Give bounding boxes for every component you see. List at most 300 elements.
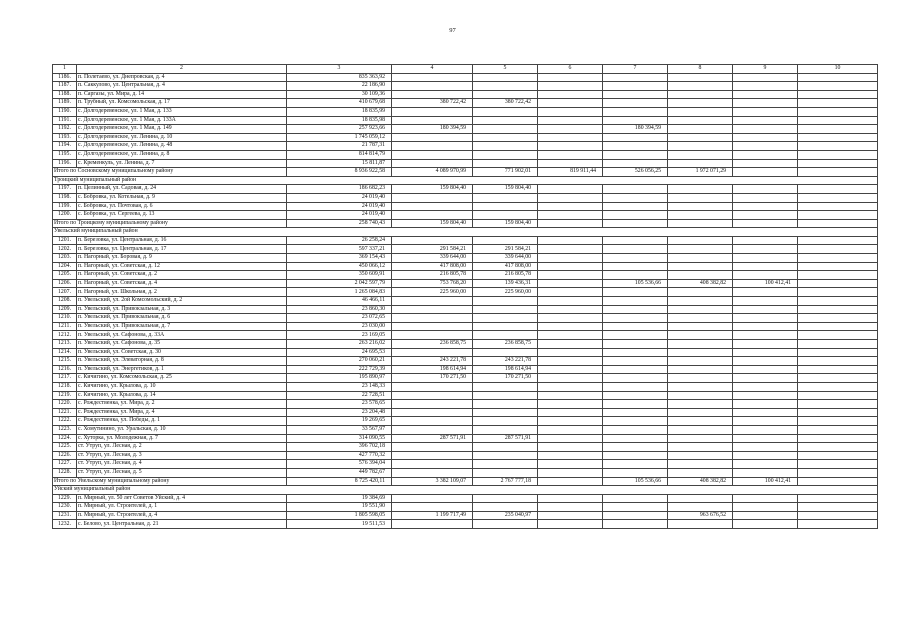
- amount-cell: [798, 305, 878, 314]
- amount-cell: [392, 150, 473, 159]
- amount-cell: [603, 443, 668, 452]
- amount-cell: [798, 262, 878, 271]
- amount-cell: [603, 73, 668, 82]
- amount-cell: [603, 262, 668, 271]
- amount-cell: [668, 193, 733, 202]
- address-cell: п. Увельский, ул. Сафонова, д. 33А: [77, 331, 287, 340]
- total-cell: 159 804,40: [392, 219, 473, 228]
- amount-cell: [538, 73, 603, 82]
- amount-cell: [798, 434, 878, 443]
- table-row: [53, 193, 878, 202]
- amount-cell: [473, 443, 538, 452]
- amount-cell: [668, 494, 733, 503]
- amount-cell: [392, 460, 473, 469]
- row-number: 1221.: [53, 408, 77, 417]
- address-cell: п. Увельский, ул. Сафонова, д. 35: [77, 340, 287, 349]
- amount-cell: [473, 494, 538, 503]
- amount-cell: 350 609,91: [287, 271, 392, 280]
- address-cell: п. Мирный, ул. 50 лет Советов Уйский, д. 4: [77, 494, 287, 503]
- amount-cell: [392, 520, 473, 529]
- row-number: 1223.: [53, 425, 77, 434]
- amount-cell: [538, 408, 603, 417]
- amount-cell: [603, 434, 668, 443]
- amount-cell: 380 722,42: [392, 99, 473, 108]
- address-cell: с. Бобровка, ул. Почтовая, д. 6: [77, 202, 287, 211]
- total-cell: 3 382 109,07: [392, 477, 473, 486]
- amount-cell: 24 019,40: [287, 211, 392, 220]
- amount-cell: 33 567,97: [287, 425, 392, 434]
- row-number: 1226.: [53, 451, 77, 460]
- amount-cell: [668, 236, 733, 245]
- amount-cell: [538, 193, 603, 202]
- table-row: [53, 417, 878, 426]
- address-cell: п. Нагорный, ул. Школьная, д. 2: [77, 288, 287, 297]
- amount-cell: 263 216,02: [287, 340, 392, 349]
- amount-cell: [392, 382, 473, 391]
- row-number: 1200.: [53, 211, 77, 220]
- total-label: Итого по Троицкому муниципальному району: [53, 219, 287, 228]
- amount-cell: [392, 107, 473, 116]
- table-row: [53, 348, 878, 357]
- amount-cell: 23 030,00: [287, 322, 392, 331]
- amount-cell: [733, 408, 798, 417]
- amount-cell: [538, 236, 603, 245]
- table-row: [53, 460, 878, 469]
- amount-cell: [668, 107, 733, 116]
- amount-cell: [538, 116, 603, 125]
- amount-cell: 225 960,00: [473, 288, 538, 297]
- amount-cell: [733, 340, 798, 349]
- amount-cell: [603, 185, 668, 194]
- amount-cell: 180 394,59: [392, 125, 473, 134]
- amount-cell: [473, 408, 538, 417]
- amount-cell: 2 042 597,79: [287, 279, 392, 288]
- amount-cell: [668, 90, 733, 99]
- amount-cell: [798, 133, 878, 142]
- total-cell: [798, 168, 878, 177]
- amount-cell: [798, 185, 878, 194]
- amount-cell: [603, 116, 668, 125]
- amount-cell: [668, 125, 733, 134]
- amount-cell: [603, 297, 668, 306]
- total-cell: [538, 477, 603, 486]
- table-row: [53, 133, 878, 142]
- amount-cell: [603, 107, 668, 116]
- section-title: Увельский муниципальный район: [53, 228, 878, 237]
- address-cell: ст. Утруп, ул. Лесная, д. 3: [77, 451, 287, 460]
- total-cell: 408 382,82: [668, 477, 733, 486]
- row-number: 1214.: [53, 348, 77, 357]
- amount-cell: 417 808,00: [473, 262, 538, 271]
- amount-cell: [798, 202, 878, 211]
- table-row: [53, 116, 878, 125]
- row-number: 1217.: [53, 374, 77, 383]
- amount-cell: 22 728,51: [287, 391, 392, 400]
- table-row: [53, 391, 878, 400]
- total-cell: [733, 219, 798, 228]
- table-row: [53, 305, 878, 314]
- row-number: 1228.: [53, 468, 77, 477]
- amount-cell: [603, 245, 668, 254]
- amount-cell: [603, 322, 668, 331]
- amount-cell: [538, 391, 603, 400]
- table-row: [53, 90, 878, 99]
- amount-cell: [538, 382, 603, 391]
- row-number: 1212.: [53, 331, 77, 340]
- amount-cell: [603, 142, 668, 151]
- amount-cell: [473, 159, 538, 168]
- address-cell: с. Долгодеревенское, ул. 1 Мая, д. 133А: [77, 116, 287, 125]
- amount-cell: [392, 142, 473, 151]
- amount-cell: [668, 73, 733, 82]
- table-row: [53, 374, 878, 383]
- amount-cell: [603, 193, 668, 202]
- amount-cell: [603, 82, 668, 91]
- amount-cell: [473, 236, 538, 245]
- amount-cell: [733, 185, 798, 194]
- amount-cell: [798, 357, 878, 366]
- amount-cell: [603, 468, 668, 477]
- amount-cell: [603, 357, 668, 366]
- amount-cell: 450 066,12: [287, 262, 392, 271]
- amount-cell: [392, 314, 473, 323]
- row-number: 1220.: [53, 400, 77, 409]
- amount-cell: [473, 520, 538, 529]
- amount-cell: [733, 520, 798, 529]
- amount-cell: 314 090,55: [287, 434, 392, 443]
- amount-cell: 216 805,78: [392, 271, 473, 280]
- amount-cell: 576 394,04: [287, 460, 392, 469]
- amount-cell: [733, 297, 798, 306]
- amount-cell: 24 695,53: [287, 348, 392, 357]
- amount-cell: [603, 236, 668, 245]
- amount-cell: [733, 202, 798, 211]
- address-cell: ст. Утруп, ул. Лесная, д. 4: [77, 460, 287, 469]
- row-number: 1230.: [53, 503, 77, 512]
- amount-cell: 139 436,31: [473, 279, 538, 288]
- total-cell: 819 911,44: [538, 168, 603, 177]
- amount-cell: [798, 322, 878, 331]
- header-cell: 2: [77, 65, 287, 74]
- amount-cell: [668, 460, 733, 469]
- amount-cell: 963 676,52: [668, 511, 733, 520]
- amount-cell: [538, 185, 603, 194]
- table-row: [53, 73, 878, 82]
- amount-cell: [668, 434, 733, 443]
- table-row: [53, 99, 878, 108]
- amount-cell: [733, 331, 798, 340]
- total-cell: 8 725 420,11: [287, 477, 392, 486]
- amount-cell: [668, 425, 733, 434]
- address-cell: с. Долгодеревенское, ул. Ленина, д. 48: [77, 142, 287, 151]
- amount-cell: [733, 451, 798, 460]
- amount-cell: [798, 297, 878, 306]
- amount-cell: 159 804,40: [473, 185, 538, 194]
- amount-cell: [538, 245, 603, 254]
- amount-cell: [733, 142, 798, 151]
- amount-cell: [538, 133, 603, 142]
- amount-cell: 23 148,33: [287, 382, 392, 391]
- amount-cell: [733, 236, 798, 245]
- row-number: 1197.: [53, 185, 77, 194]
- amount-cell: 753 768,20: [392, 279, 473, 288]
- row-number: 1202.: [53, 245, 77, 254]
- amount-cell: [798, 254, 878, 263]
- total-row: [53, 168, 878, 177]
- amount-cell: 180 394,59: [603, 125, 668, 134]
- address-cell: п. Увельский, ул. Привокзальная, д. 7: [77, 322, 287, 331]
- amount-cell: [668, 150, 733, 159]
- amount-cell: [798, 150, 878, 159]
- amount-cell: [733, 494, 798, 503]
- row-number: 1211.: [53, 322, 77, 331]
- amount-cell: 46 466,11: [287, 297, 392, 306]
- amount-cell: [392, 417, 473, 426]
- table-row: [53, 150, 878, 159]
- amount-cell: [668, 99, 733, 108]
- amount-cell: 1 745 059,12: [287, 133, 392, 142]
- amount-cell: [392, 211, 473, 220]
- row-number: 1213.: [53, 340, 77, 349]
- amount-cell: [538, 90, 603, 99]
- amount-cell: [392, 90, 473, 99]
- total-cell: [733, 168, 798, 177]
- row-number: 1224.: [53, 434, 77, 443]
- amount-cell: 236 858,75: [473, 340, 538, 349]
- amount-cell: [668, 185, 733, 194]
- amount-cell: [473, 468, 538, 477]
- amount-cell: [668, 443, 733, 452]
- amount-cell: 291 584,21: [473, 245, 538, 254]
- total-cell: [538, 219, 603, 228]
- header-cell: 5: [473, 65, 538, 74]
- amount-cell: [798, 193, 878, 202]
- amount-cell: [538, 150, 603, 159]
- amount-cell: [603, 511, 668, 520]
- amount-cell: [733, 305, 798, 314]
- amount-cell: 30 109,36: [287, 90, 392, 99]
- amount-cell: [733, 73, 798, 82]
- header-cell: 10: [798, 65, 878, 74]
- row-number: 1207.: [53, 288, 77, 297]
- amount-cell: [733, 193, 798, 202]
- amount-cell: 15 811,87: [287, 159, 392, 168]
- page-number: 97: [449, 27, 456, 34]
- address-cell: с. Бобровка, ул. Котельная, д. 9: [77, 193, 287, 202]
- row-number: 1208.: [53, 297, 77, 306]
- amount-cell: [733, 348, 798, 357]
- amount-cell: [668, 391, 733, 400]
- amount-cell: [603, 254, 668, 263]
- amount-cell: 23 578,65: [287, 400, 392, 409]
- amount-cell: [798, 374, 878, 383]
- amount-cell: [668, 297, 733, 306]
- amount-cell: [798, 125, 878, 134]
- row-number: 1216.: [53, 365, 77, 374]
- table-row: [53, 451, 878, 460]
- amount-cell: [538, 340, 603, 349]
- amount-cell: [603, 382, 668, 391]
- table-row: [53, 434, 878, 443]
- amount-cell: [798, 340, 878, 349]
- amount-cell: [668, 245, 733, 254]
- amount-cell: [538, 511, 603, 520]
- total-label: Итого по Увельскому муниципальному району: [53, 477, 287, 486]
- amount-cell: [668, 116, 733, 125]
- amount-cell: [798, 82, 878, 91]
- amount-cell: [798, 348, 878, 357]
- section-row: [53, 176, 878, 185]
- amount-cell: [392, 468, 473, 477]
- amount-cell: 24 019,40: [287, 193, 392, 202]
- amount-cell: [538, 99, 603, 108]
- amount-cell: [798, 236, 878, 245]
- amount-cell: 19 551,90: [287, 503, 392, 512]
- amount-cell: [392, 116, 473, 125]
- amount-cell: [798, 279, 878, 288]
- amount-cell: [798, 408, 878, 417]
- total-label: Итого по Сосновскому муниципальному району: [53, 168, 287, 177]
- amount-cell: [392, 400, 473, 409]
- amount-cell: [538, 503, 603, 512]
- amount-cell: [538, 314, 603, 323]
- row-number: 1227.: [53, 460, 77, 469]
- address-cell: с. Кременкуль, ул. Ленина, д. 7: [77, 159, 287, 168]
- amount-cell: [798, 314, 878, 323]
- data-table: [52, 64, 878, 529]
- total-cell: 4 089 970,99: [392, 168, 473, 177]
- amount-cell: [473, 460, 538, 469]
- amount-cell: 18 835,99: [287, 107, 392, 116]
- table-row: [53, 288, 878, 297]
- amount-cell: [538, 331, 603, 340]
- amount-cell: 410 679,68: [287, 99, 392, 108]
- row-number: 1206.: [53, 279, 77, 288]
- amount-cell: [733, 211, 798, 220]
- row-number: 1225.: [53, 443, 77, 452]
- amount-cell: 159 804,40: [392, 185, 473, 194]
- address-cell: п. Нагорный, ул. Советская, д. 12: [77, 262, 287, 271]
- table-row: [53, 357, 878, 366]
- amount-cell: 396 702,18: [287, 443, 392, 452]
- amount-cell: [473, 400, 538, 409]
- address-cell: п. Увельский, ул. Элеваторная, д. 8: [77, 357, 287, 366]
- amount-cell: 449 782,67: [287, 468, 392, 477]
- amount-cell: [473, 451, 538, 460]
- section-title: Уйский муниципальный район: [53, 486, 878, 495]
- amount-cell: [473, 107, 538, 116]
- amount-cell: [538, 374, 603, 383]
- amount-cell: [392, 305, 473, 314]
- amount-cell: [668, 314, 733, 323]
- amount-cell: 186 682,23: [287, 185, 392, 194]
- amount-cell: [538, 468, 603, 477]
- amount-cell: [733, 365, 798, 374]
- amount-cell: [798, 391, 878, 400]
- amount-cell: [733, 116, 798, 125]
- amount-cell: [392, 443, 473, 452]
- amount-cell: [733, 357, 798, 366]
- amount-cell: [733, 322, 798, 331]
- amount-cell: 243 221,78: [392, 357, 473, 366]
- address-cell: п. Нагорный, ул. Боровая, д. 9: [77, 254, 287, 263]
- amount-cell: 18 835,98: [287, 116, 392, 125]
- amount-cell: [538, 305, 603, 314]
- table-row: [53, 202, 878, 211]
- amount-cell: [733, 159, 798, 168]
- table-row: [53, 236, 878, 245]
- table-row: [53, 245, 878, 254]
- amount-cell: [668, 382, 733, 391]
- amount-cell: 1 265 084,83: [287, 288, 392, 297]
- amount-cell: [473, 425, 538, 434]
- amount-cell: [538, 262, 603, 271]
- table-row: [53, 314, 878, 323]
- amount-cell: [668, 451, 733, 460]
- amount-cell: [798, 211, 878, 220]
- row-number: 1231.: [53, 511, 77, 520]
- amount-cell: 19 269,65: [287, 417, 392, 426]
- address-cell: п. Целинный, ул. Садовая, д. 24: [77, 185, 287, 194]
- amount-cell: [798, 443, 878, 452]
- amount-cell: 195 890,97: [287, 374, 392, 383]
- amount-cell: [538, 125, 603, 134]
- amount-cell: [798, 331, 878, 340]
- amount-cell: [603, 365, 668, 374]
- amount-cell: [668, 357, 733, 366]
- amount-cell: [473, 297, 538, 306]
- amount-cell: [603, 348, 668, 357]
- amount-cell: 257 923,66: [287, 125, 392, 134]
- total-cell: 526 056,25: [603, 168, 668, 177]
- amount-cell: [392, 82, 473, 91]
- address-cell: с. Бобровка, ул. Сергеева, д. 13: [77, 211, 287, 220]
- header-cell: 7: [603, 65, 668, 74]
- amount-cell: [668, 408, 733, 417]
- amount-cell: [538, 159, 603, 168]
- amount-cell: [603, 417, 668, 426]
- amount-cell: [798, 511, 878, 520]
- amount-cell: 417 808,00: [392, 262, 473, 271]
- table-row: [53, 520, 878, 529]
- header-row: [53, 65, 878, 74]
- address-cell: с. Долгодеревенское, ул. 1 Мая, д. 133: [77, 107, 287, 116]
- amount-cell: [538, 417, 603, 426]
- amount-cell: [668, 254, 733, 263]
- table-row: [53, 503, 878, 512]
- amount-cell: [538, 425, 603, 434]
- total-cell: 159 804,40: [473, 219, 538, 228]
- address-cell: с. Белово, ул. Центральная, д. 21: [77, 520, 287, 529]
- address-cell: п. Березовка, ул. Центральная, д. 17: [77, 245, 287, 254]
- amount-cell: [733, 133, 798, 142]
- row-number: 1204.: [53, 262, 77, 271]
- row-number: 1195.: [53, 150, 77, 159]
- amount-cell: [798, 107, 878, 116]
- amount-cell: [603, 331, 668, 340]
- row-number: 1191.: [53, 116, 77, 125]
- amount-cell: [798, 425, 878, 434]
- amount-cell: [798, 400, 878, 409]
- amount-cell: [538, 288, 603, 297]
- amount-cell: [603, 408, 668, 417]
- header-cell: 3: [287, 65, 392, 74]
- row-number: 1199.: [53, 202, 77, 211]
- amount-cell: [668, 262, 733, 271]
- amount-cell: [668, 159, 733, 168]
- amount-cell: 24 019,40: [287, 202, 392, 211]
- row-number: 1190.: [53, 107, 77, 116]
